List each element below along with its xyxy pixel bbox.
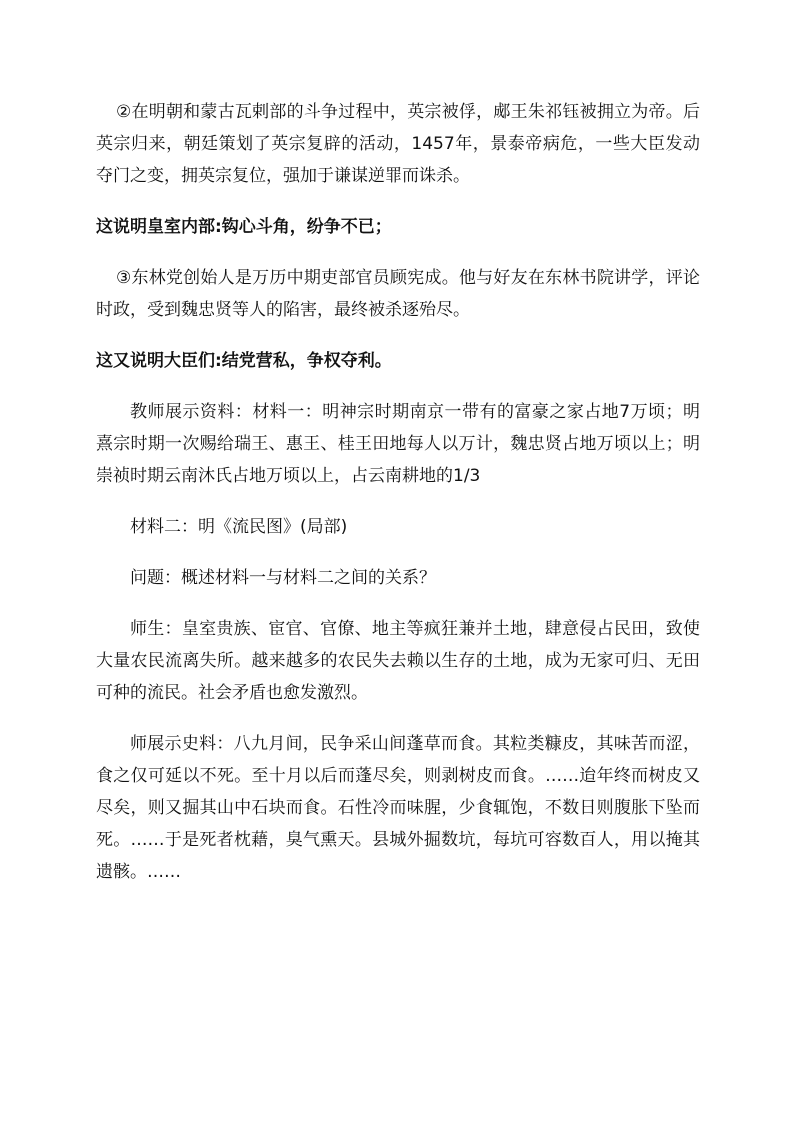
paragraph-teacher-student-answer: 师生：皇室贵族、宦官、官僚、地主等疯狂兼并土地，肆意侵占民田，致使大量农民流离失所。越来越多的农民失去赖以生存的土地，成为无家可归、无田可种的流民。社会矛盾也愈发激烈。 <box>96 619 700 703</box>
paragraph-question: 问题：概述材料一与材料二之间的关系？ <box>130 568 436 588</box>
paragraph-historical-source: 师展示史料：八九月间，民争采山间蓬草而食。其粒类糠皮，其味苦而涩，食之仅可延以不死。至十月以后而蓬尽矣，则剥树皮而食。……迨年终而树皮又尽矣，则又掘其山中石块而食。石性冷而味腥，少食辄饱，不数日则腹胀下坠而死。……于是死者枕藉，臭气熏天。县城外掘数坑，每坑可容数百人，用以掩其遗骸。…… <box>96 734 700 882</box>
paragraph-donglin-party: ③东林党创始人是万历中期吏部官员顾宪成。他与好友在东林书院讲学，评论时政，受到魏忠贤等人的陷害，最终被杀逐殆尽。 <box>96 268 700 320</box>
document-body <box>96 96 700 907</box>
paragraph-material-two: 材料二：明《流民图》(局部) <box>130 517 348 537</box>
paragraph-ming-oirat-conflict: ②在明朝和蒙古瓦剌部的斗争过程中，英宗被俘，郕王朱祁钰被拥立为帝。后英宗归来，朝廷策划了英宗复辟的活动，1457年，景泰帝病危，一些大臣发动夺门之变，拥英宗复位，强加于谦谋逆罪而诛杀。 <box>96 102 700 186</box>
paragraph-material-one: 教师展示资料：材料一：明神宗时期南京一带有的富豪之家占地7万顷；明熹宗时期一次赐给瑞王、惠王、桂王田地每人以万计，魏忠贤占地万顷以上；明崇祯时期云南沐氏占地万顷以上，占云南耕地的1/3 <box>96 402 700 486</box>
conclusion-minister-factions: 这又说明大臣们:结党营私，争权夺利。 <box>96 351 392 371</box>
conclusion-imperial-infighting: 这说明皇室内部:钩心斗角，纷争不已； <box>96 217 392 237</box>
